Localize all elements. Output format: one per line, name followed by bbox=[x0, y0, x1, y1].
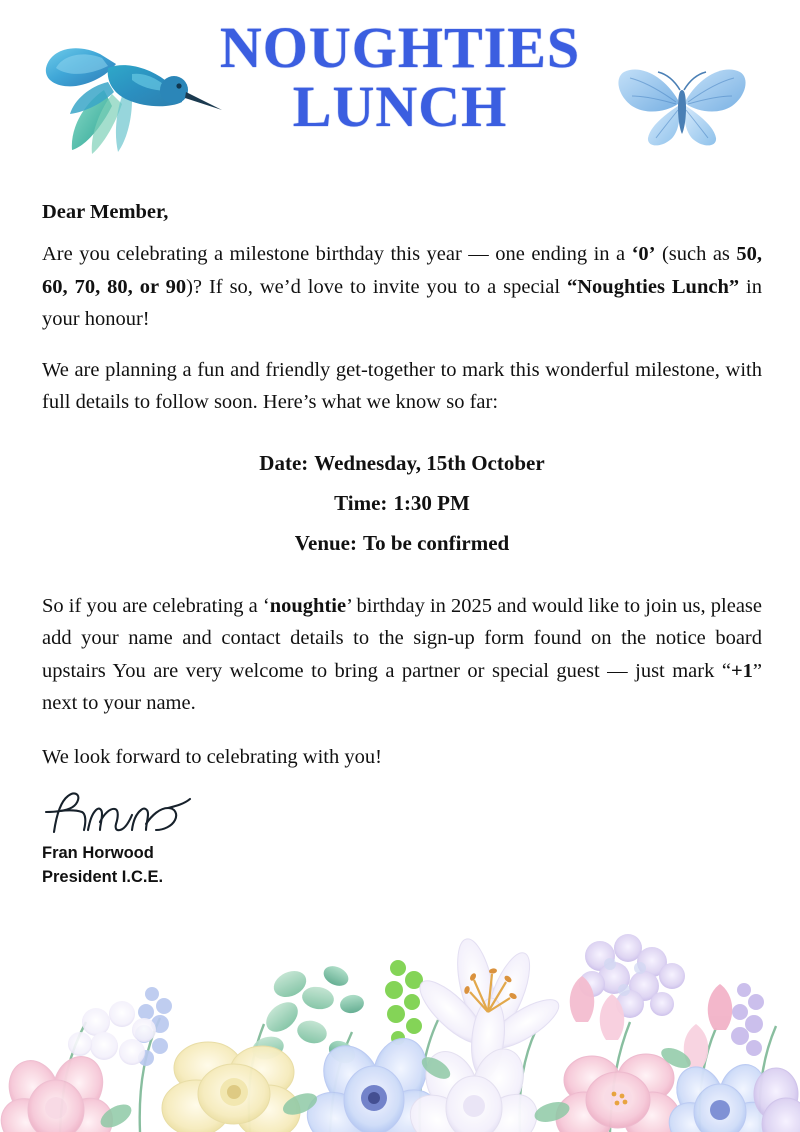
detail-value-time: 1:30 PM bbox=[393, 491, 470, 516]
p1-bold1: ‘0’ bbox=[631, 243, 656, 266]
salutation: Dear Member, bbox=[42, 201, 169, 223]
detail-label-time: Time: bbox=[334, 491, 388, 516]
p1-bold2: 50, 60, 70, 80, or 90 bbox=[42, 243, 762, 298]
p3-bold2: +1 bbox=[730, 659, 753, 682]
detail-row-date bbox=[42, 444, 762, 484]
title-line-2: LUNCH bbox=[292, 74, 508, 140]
p1-part4: in your honour! bbox=[42, 275, 762, 331]
flyer-body bbox=[42, 196, 762, 888]
p3-part2: ’ birthday in 2025 and would like to join us, please add your name and contact details to the sign-up form found on the notice board upstairs You are very welcome to bring a partner or special guest — just mark “ bbox=[42, 594, 762, 682]
signature-role: President I.C.E. bbox=[42, 868, 164, 887]
paragraph-signup bbox=[42, 590, 762, 720]
p1-part2: (such as bbox=[655, 243, 737, 266]
paragraph-planning: We are planning a fun and friendly get-together to mark this wonderful milestone, with full details to follow soon. Here’s what we know so far: bbox=[42, 358, 762, 413]
detail-label-date: Date: bbox=[259, 451, 309, 476]
signature-block bbox=[42, 788, 762, 889]
p3-part3: ” next to your name. bbox=[42, 659, 762, 715]
p1-part1: Are you celebrating a milestone birthday this year — one ending in a bbox=[42, 243, 632, 266]
detail-row-time bbox=[42, 484, 762, 524]
p3-bold1: noughtie bbox=[269, 594, 347, 617]
title-line-1: NOUGHTIES bbox=[219, 15, 581, 80]
flyer-header bbox=[0, 0, 800, 180]
event-details bbox=[42, 444, 762, 564]
signature-icon bbox=[42, 788, 192, 840]
butterfly-icon bbox=[612, 52, 752, 152]
p1-bold3: “Noughties Lunch” bbox=[566, 275, 740, 298]
p3-part1: So if you are celebrating a ‘ bbox=[42, 594, 270, 617]
signature-name: Fran Horwood bbox=[42, 843, 154, 862]
hummingbird-icon bbox=[42, 34, 222, 169]
paragraph-closing: We look forward to celebrating with you! bbox=[42, 746, 382, 769]
paragraph-invitation bbox=[42, 238, 762, 335]
p1-part3: )? If so, we’d love to invite you to a special bbox=[186, 275, 567, 298]
detail-value-venue: To be confirmed bbox=[363, 531, 510, 556]
floral-border-icon bbox=[0, 872, 800, 1132]
detail-row-venue bbox=[42, 524, 762, 564]
detail-value-date: Wednesday, 15th October bbox=[314, 451, 545, 476]
detail-label-venue: Venue: bbox=[294, 531, 357, 556]
